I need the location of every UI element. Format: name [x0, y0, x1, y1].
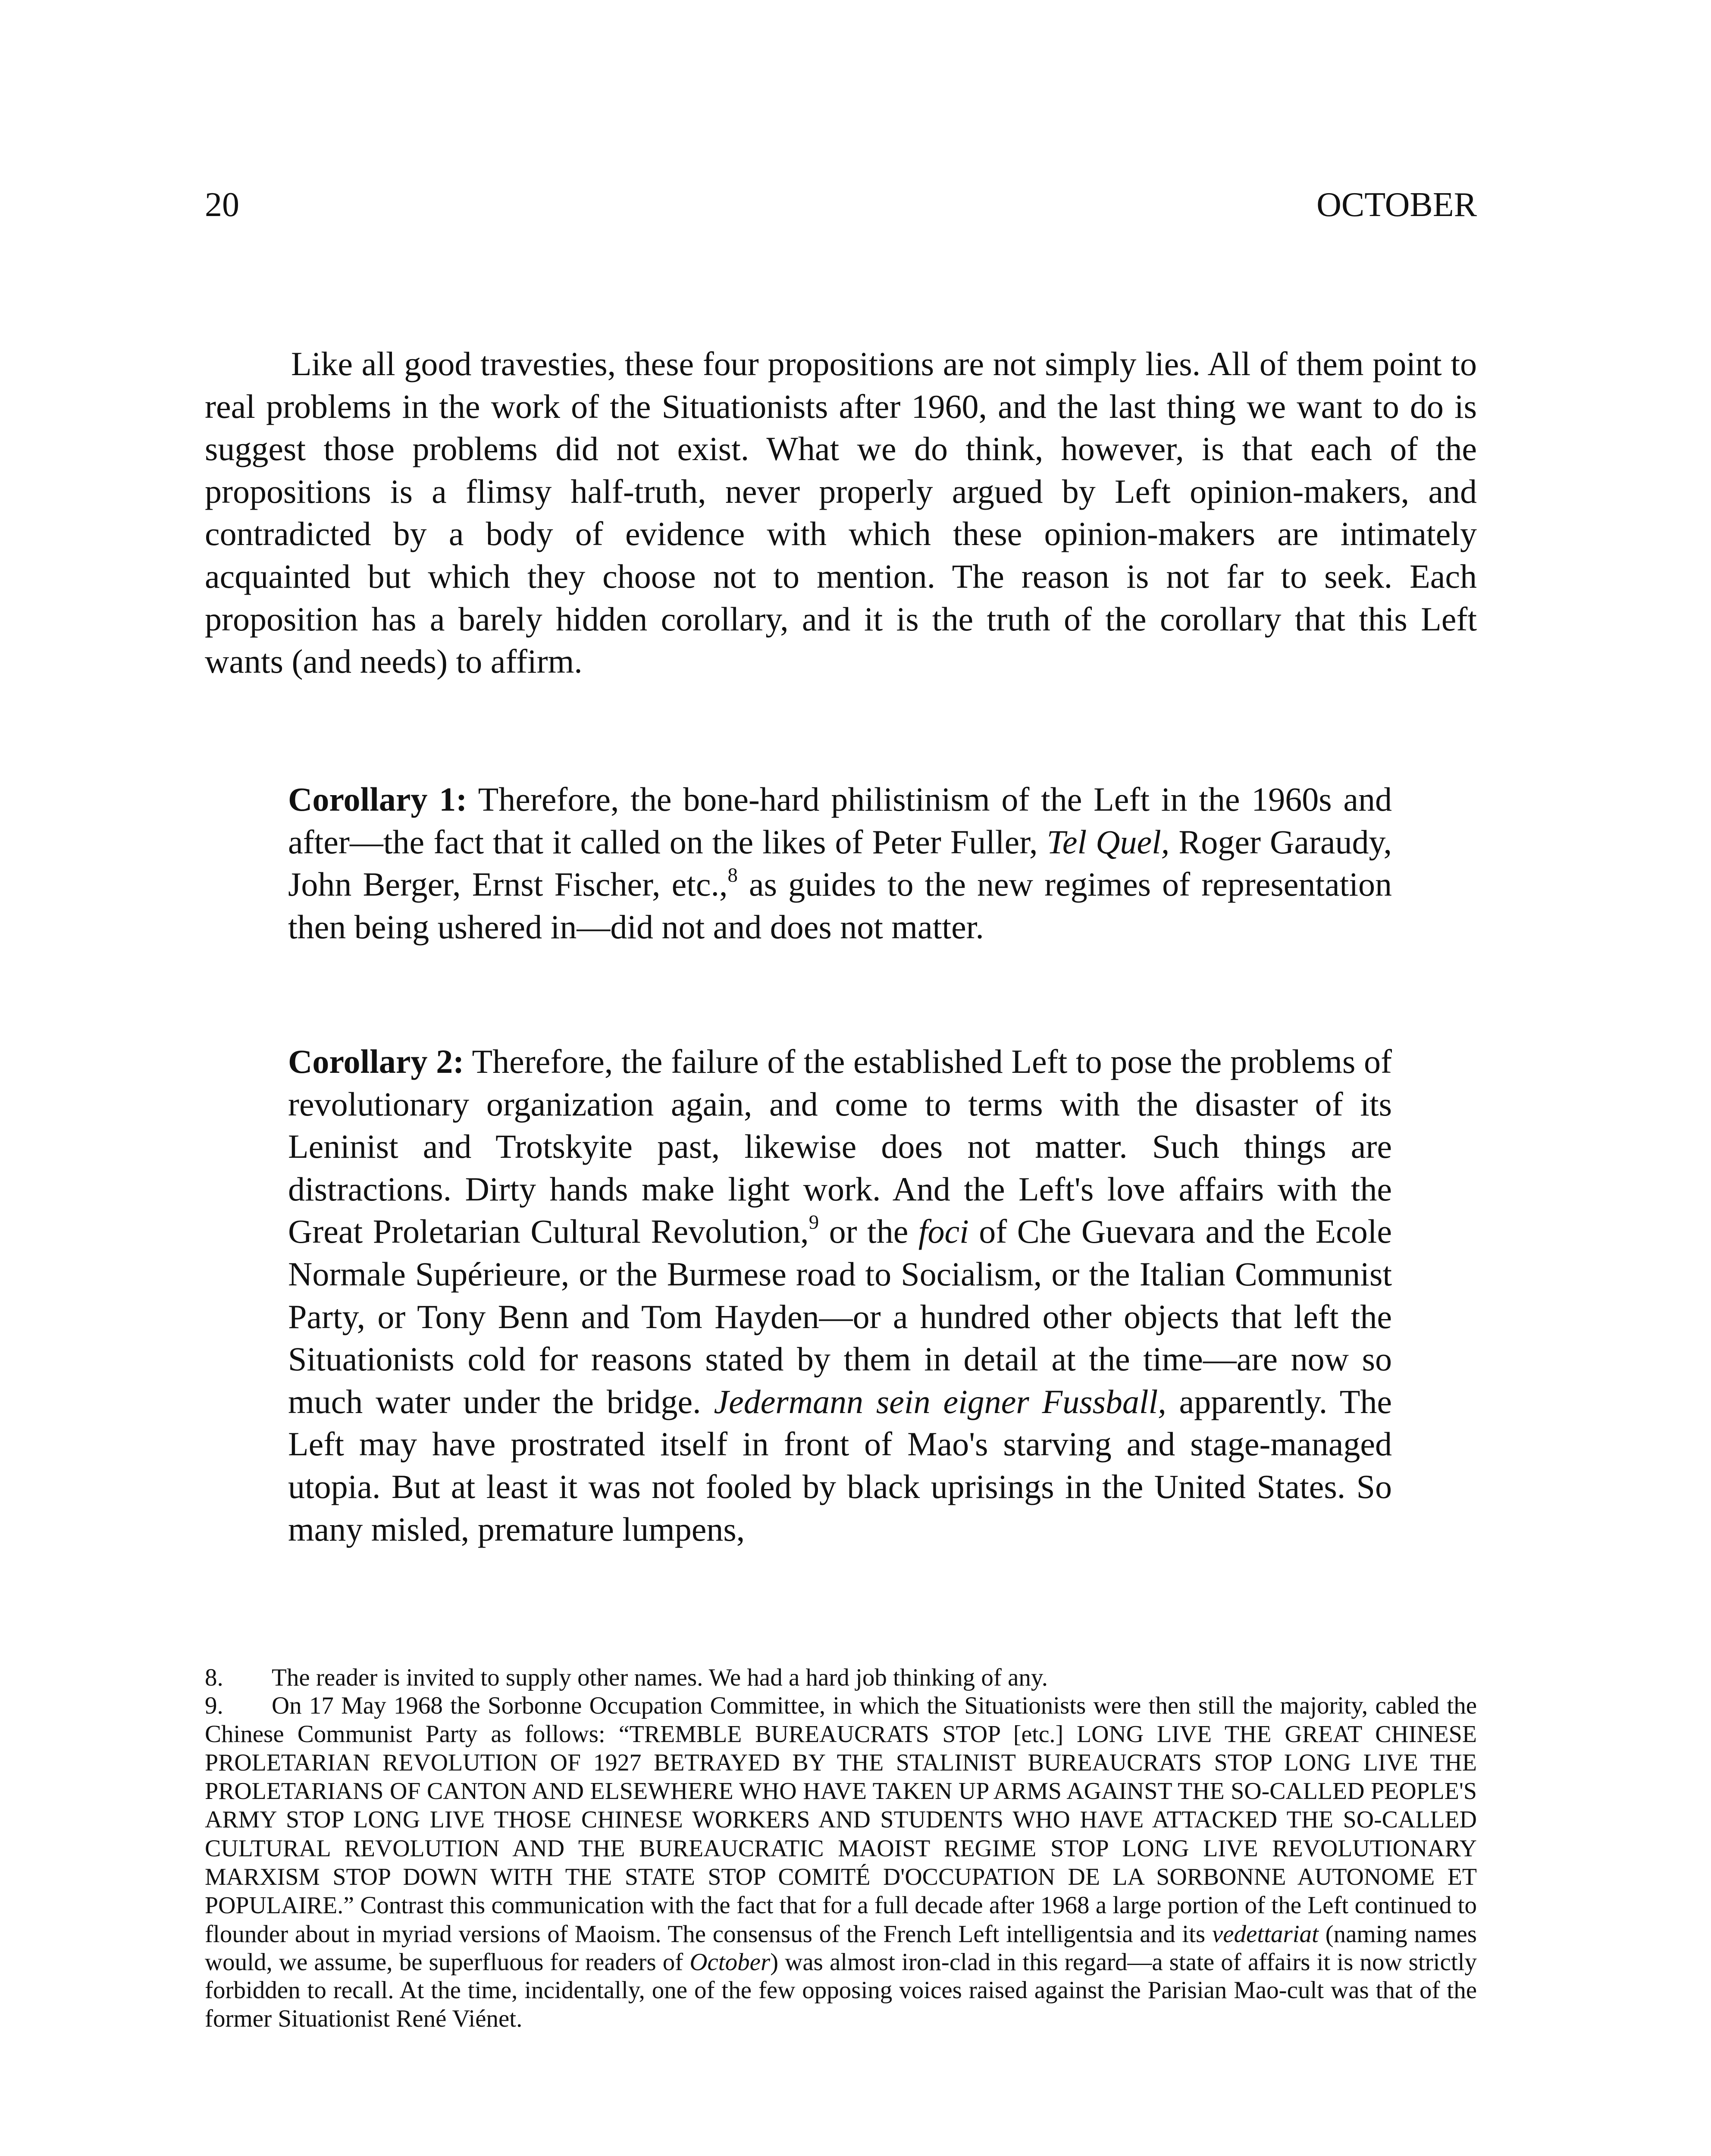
footnote-number: 8. — [205, 1664, 223, 1691]
corollary-2-text: or the — [819, 1213, 918, 1250]
corollary-2-text: apparently. The Left may have prostrated itself in front of Mao's starving and stage-managed utopia. But at least it was not fooled by black uprisings in the United States. So many misled, premature lumpens, — [288, 1382, 1392, 1548]
corollary-1 — [288, 778, 1392, 948]
footnote-cable-text: “TREMBLE BUREAUCRATS STOP [etc.] LONG LIVE THE GREAT CHINESE PROLETARIAN REVOLUTION OF 1927 BETRAYED BY THE STALINIST BUREAUCRATS STOP LONG LIVE THE PROLETARIANS OF CANTON AND ELSEWHERE WHO HAVE TAKEN UP ARMS AGAINST THE SO-CALLED PEOPLE'S ARMY STOP LONG LIVE THOSE CHINESE WORKERS AND STUDENTS WHO HAVE ATTACKED THE SO-CALLED CULTURAL REVOLUTION AND THE BUREAUCRATIC MAOIST REGIME STOP LONG LIVE REVOLUTIONARY MARXISM STOP DOWN WITH THE STATE STOP COMITÉ D'OCCUPATION DE LA SORBONNE AUTONOME ET POPULAIRE.” — [205, 1720, 1477, 1919]
corollary-2-italic: foci — [918, 1213, 969, 1250]
corollary-2 — [288, 1040, 1392, 1551]
body-paragraph: Like all good travesties, these four propositions are not simply lies. All of them point to real problems in the work of the Situationists after 1960, and the last thing we want to do is suggest those problems did not exist. What we do think, however, is that each of the propositions is a flimsy half-truth, never properly argued by Left opinion-makers, and contradicted by a body of evidence with which these opinion-makers are intimately acquainted but which they choose not to mention. The reason is not far to seek. Each proposition has a barely hidden corollary, and it is the truth of the corollary that this Left wants (and needs) to affirm. — [205, 345, 1477, 680]
footnote-text: Contrast this communication with the fact that for a full decade after 1968 a large portion of the Left continued to flounder about in myriad versions of Maoism. The consensus of the French Left intelligentsia and its — [205, 1892, 1477, 1948]
running-head — [205, 181, 1477, 229]
footnote-italic: vedettariat — [1212, 1920, 1319, 1948]
footnote-text: The reader is invited to supply other names. We had a hard job thinking of any. — [272, 1664, 1048, 1691]
corollary-1-label: Corollary 1: — [288, 780, 467, 818]
footnote-9 — [205, 1692, 1477, 2033]
footnote-ref-9[interactable]: 9 — [808, 1211, 819, 1234]
page-number: 20 — [205, 186, 239, 224]
corollary-1-italic: Tel Quel, — [1047, 823, 1170, 861]
footnote-number: 9. — [205, 1692, 223, 1720]
footnote-text: (naming names would, we assume, be superfluous for readers of — [205, 1920, 1477, 1976]
corollary-2-label: Corollary 2: — [288, 1043, 464, 1080]
corollary-1-text: Therefore, the bone-hard philistinism of the Left in the 1960s and after—the fact that it called on the likes of Peter Fuller, — [288, 780, 1392, 861]
footnotes — [205, 1664, 1477, 2033]
corollary-2-text: of Che Guevara and the Ecole Normale Supérieure, or the Burmese road to Socialism, or the Italian Communist Party, or Tony Benn and Tom Hayden—or a hundred other objects that left the Situationists cold for reasons stated by them in detail at the time—are now so much water under the bridge. — [288, 1213, 1392, 1420]
journal-title: OCTOBER — [1316, 186, 1477, 224]
corollary-1-text: Roger Garaudy, John Berger, Ernst Fischer, etc., — [288, 823, 1392, 903]
footnote-text: On 17 May 1968 the Sorbonne Occupation Committee, in which the Situationists were then still the majority, cabled the Chinese Communist Party as follows: — [205, 1692, 1477, 1748]
corollary-2-text: Therefore, the failure of the established Left to pose the problems of revolutionary organization again, and come to terms with the disaster of its Leninist and Trotskyite past, likewise does not matter. Such things are distractions. Dirty hands make light work. And the Left's love affairs with the Great Proletarian Cultural Revolution, — [288, 1043, 1392, 1250]
corollary-1-text: as guides to the new regimes of representation then being ushered in—did not and does not matter. — [288, 865, 1392, 946]
footnote-8 — [205, 1664, 1477, 1692]
corollary-2-italic: Jedermann sein eigner Fussball, — [714, 1382, 1166, 1420]
footnote-text: ) was almost iron-clad in this regard—a state of affairs it is now strictly forbidden to recall. At the time, incidentally, one of the few opposing voices raised against the Parisian Mao-cult was that of the former Situationist René Viénet. — [205, 1948, 1477, 2032]
footnote-ref-8[interactable]: 8 — [727, 864, 738, 887]
footnote-italic: October — [689, 1948, 771, 1976]
